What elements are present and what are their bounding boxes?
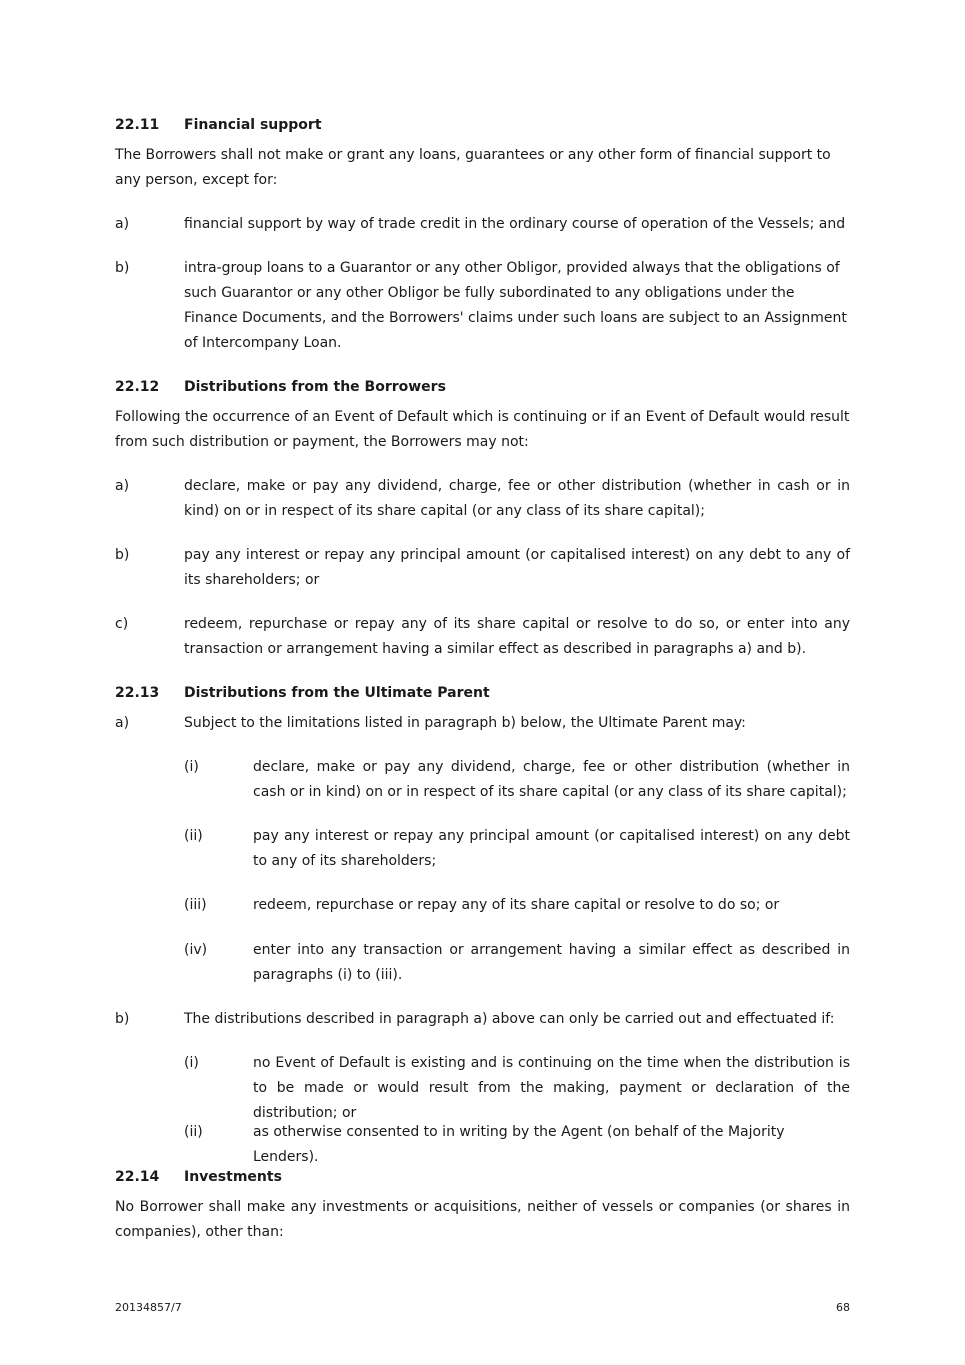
sub-list-text: as otherwise consented to in writing by the Agent (on behalf of the Majority Lenders). bbox=[253, 1124, 785, 1165]
list-text: intra-group loans to a Guarantor or any other Obligor, provided always that the obligations of such Guarantor or any other Obligor be fully subordinated to any obligations under the Finance Documents, and the Borrowers' claims under such loans are subject to an Assignment of Intercompany Loan. bbox=[184, 260, 847, 351]
section-intro-22-12: Following the occurrence of an Event of Default which is continuing or if an Event of Default would result from such distribution or payment, the Borrowers may not: bbox=[115, 409, 850, 450]
list-item bbox=[115, 543, 850, 593]
sub-list-item bbox=[184, 893, 850, 918]
list-text: declare, make or pay any dividend, charge, fee or other distribution (whether in cash or in kind) on or in respect of its share capital (or any class of its share capital); bbox=[184, 478, 850, 519]
section-heading-22-11 bbox=[115, 115, 855, 135]
section-heading-22-12 bbox=[115, 377, 855, 397]
list-text: pay any interest or repay any principal amount (or capitalised interest) on any debt to any of its shareholders; or bbox=[184, 547, 850, 588]
section-title: Distributions from the Ultimate Parent bbox=[184, 685, 490, 701]
list-item bbox=[115, 256, 850, 356]
section-title: Investments bbox=[184, 1169, 282, 1185]
section-intro-22-11: The Borrowers shall not make or grant any loans, guarantees or any other form of financial support to any person, except for: bbox=[115, 147, 831, 188]
sub-list-text: enter into any transaction or arrangement having a similar effect as described in paragraphs (i) to (iii). bbox=[253, 942, 850, 983]
list-text: The distributions described in paragraph a) above can only be carried out and effectuated if: bbox=[184, 1011, 835, 1027]
list-label: b) bbox=[115, 1011, 130, 1027]
list-label: a) bbox=[115, 715, 130, 731]
section-number: 22.12 bbox=[115, 379, 160, 395]
sub-list-text: pay any interest or repay any principal amount (or capitalised interest) on any debt to any of its shareholders; bbox=[253, 828, 850, 869]
footer-doc-reference: 20134857/7 bbox=[115, 1301, 182, 1314]
section-heading-22-14 bbox=[115, 1167, 855, 1187]
list-label: a) bbox=[115, 478, 130, 494]
section-number: 22.11 bbox=[115, 117, 160, 133]
section-title: Distributions from the Borrowers bbox=[184, 379, 446, 395]
list-label: b) bbox=[115, 547, 130, 563]
section-title: Financial support bbox=[184, 117, 322, 133]
list-item bbox=[115, 1007, 850, 1032]
section-heading-22-13 bbox=[115, 683, 855, 703]
sub-list-label: (iii) bbox=[184, 897, 207, 913]
sub-list-label: (iv) bbox=[184, 942, 208, 958]
sub-list-item bbox=[184, 824, 850, 874]
list-label: c) bbox=[115, 616, 129, 632]
sub-list-label: (i) bbox=[184, 759, 199, 775]
sub-list-item bbox=[184, 938, 850, 988]
sub-list-text: redeem, repurchase or repay any of its share capital or resolve to do so; or bbox=[253, 897, 780, 913]
section-number: 22.13 bbox=[115, 685, 160, 701]
sub-list-item bbox=[184, 1051, 850, 1126]
section-intro-22-14: No Borrower shall make any investments or acquisitions, neither of vessels or companies (or shares in companies), other than: bbox=[115, 1199, 850, 1240]
list-text: financial support by way of trade credit in the ordinary course of operation of the Vessels; and bbox=[184, 216, 846, 232]
section-number: 22.14 bbox=[115, 1169, 160, 1185]
list-text: redeem, repurchase or repay any of its share capital or resolve to do so, or enter into any transaction or arrangement having a similar effect as described in paragraphs a) and b). bbox=[184, 616, 850, 657]
list-item bbox=[115, 612, 850, 662]
sub-list-item bbox=[184, 755, 850, 805]
sub-list-item bbox=[184, 1120, 850, 1170]
list-item bbox=[115, 212, 850, 237]
sub-list-label: (ii) bbox=[184, 1124, 203, 1140]
footer-page-number: 68 bbox=[836, 1301, 850, 1314]
sub-list-label: (i) bbox=[184, 1055, 199, 1071]
list-item bbox=[115, 711, 850, 736]
sub-list-text: no Event of Default is existing and is continuing on the time when the distribution is to be made or would result from the making, payment or declaration of the distribution; or bbox=[253, 1055, 850, 1121]
list-item bbox=[115, 474, 850, 524]
list-text: Subject to the limitations listed in paragraph b) below, the Ultimate Parent may: bbox=[184, 715, 746, 731]
sub-list-label: (ii) bbox=[184, 828, 203, 844]
list-label: b) bbox=[115, 260, 130, 276]
sub-list-text: declare, make or pay any dividend, charge, fee or other distribution (whether in cash or in kind) on or in respect of its share capital (or any class of its share capital); bbox=[253, 759, 850, 800]
list-label: a) bbox=[115, 216, 130, 232]
